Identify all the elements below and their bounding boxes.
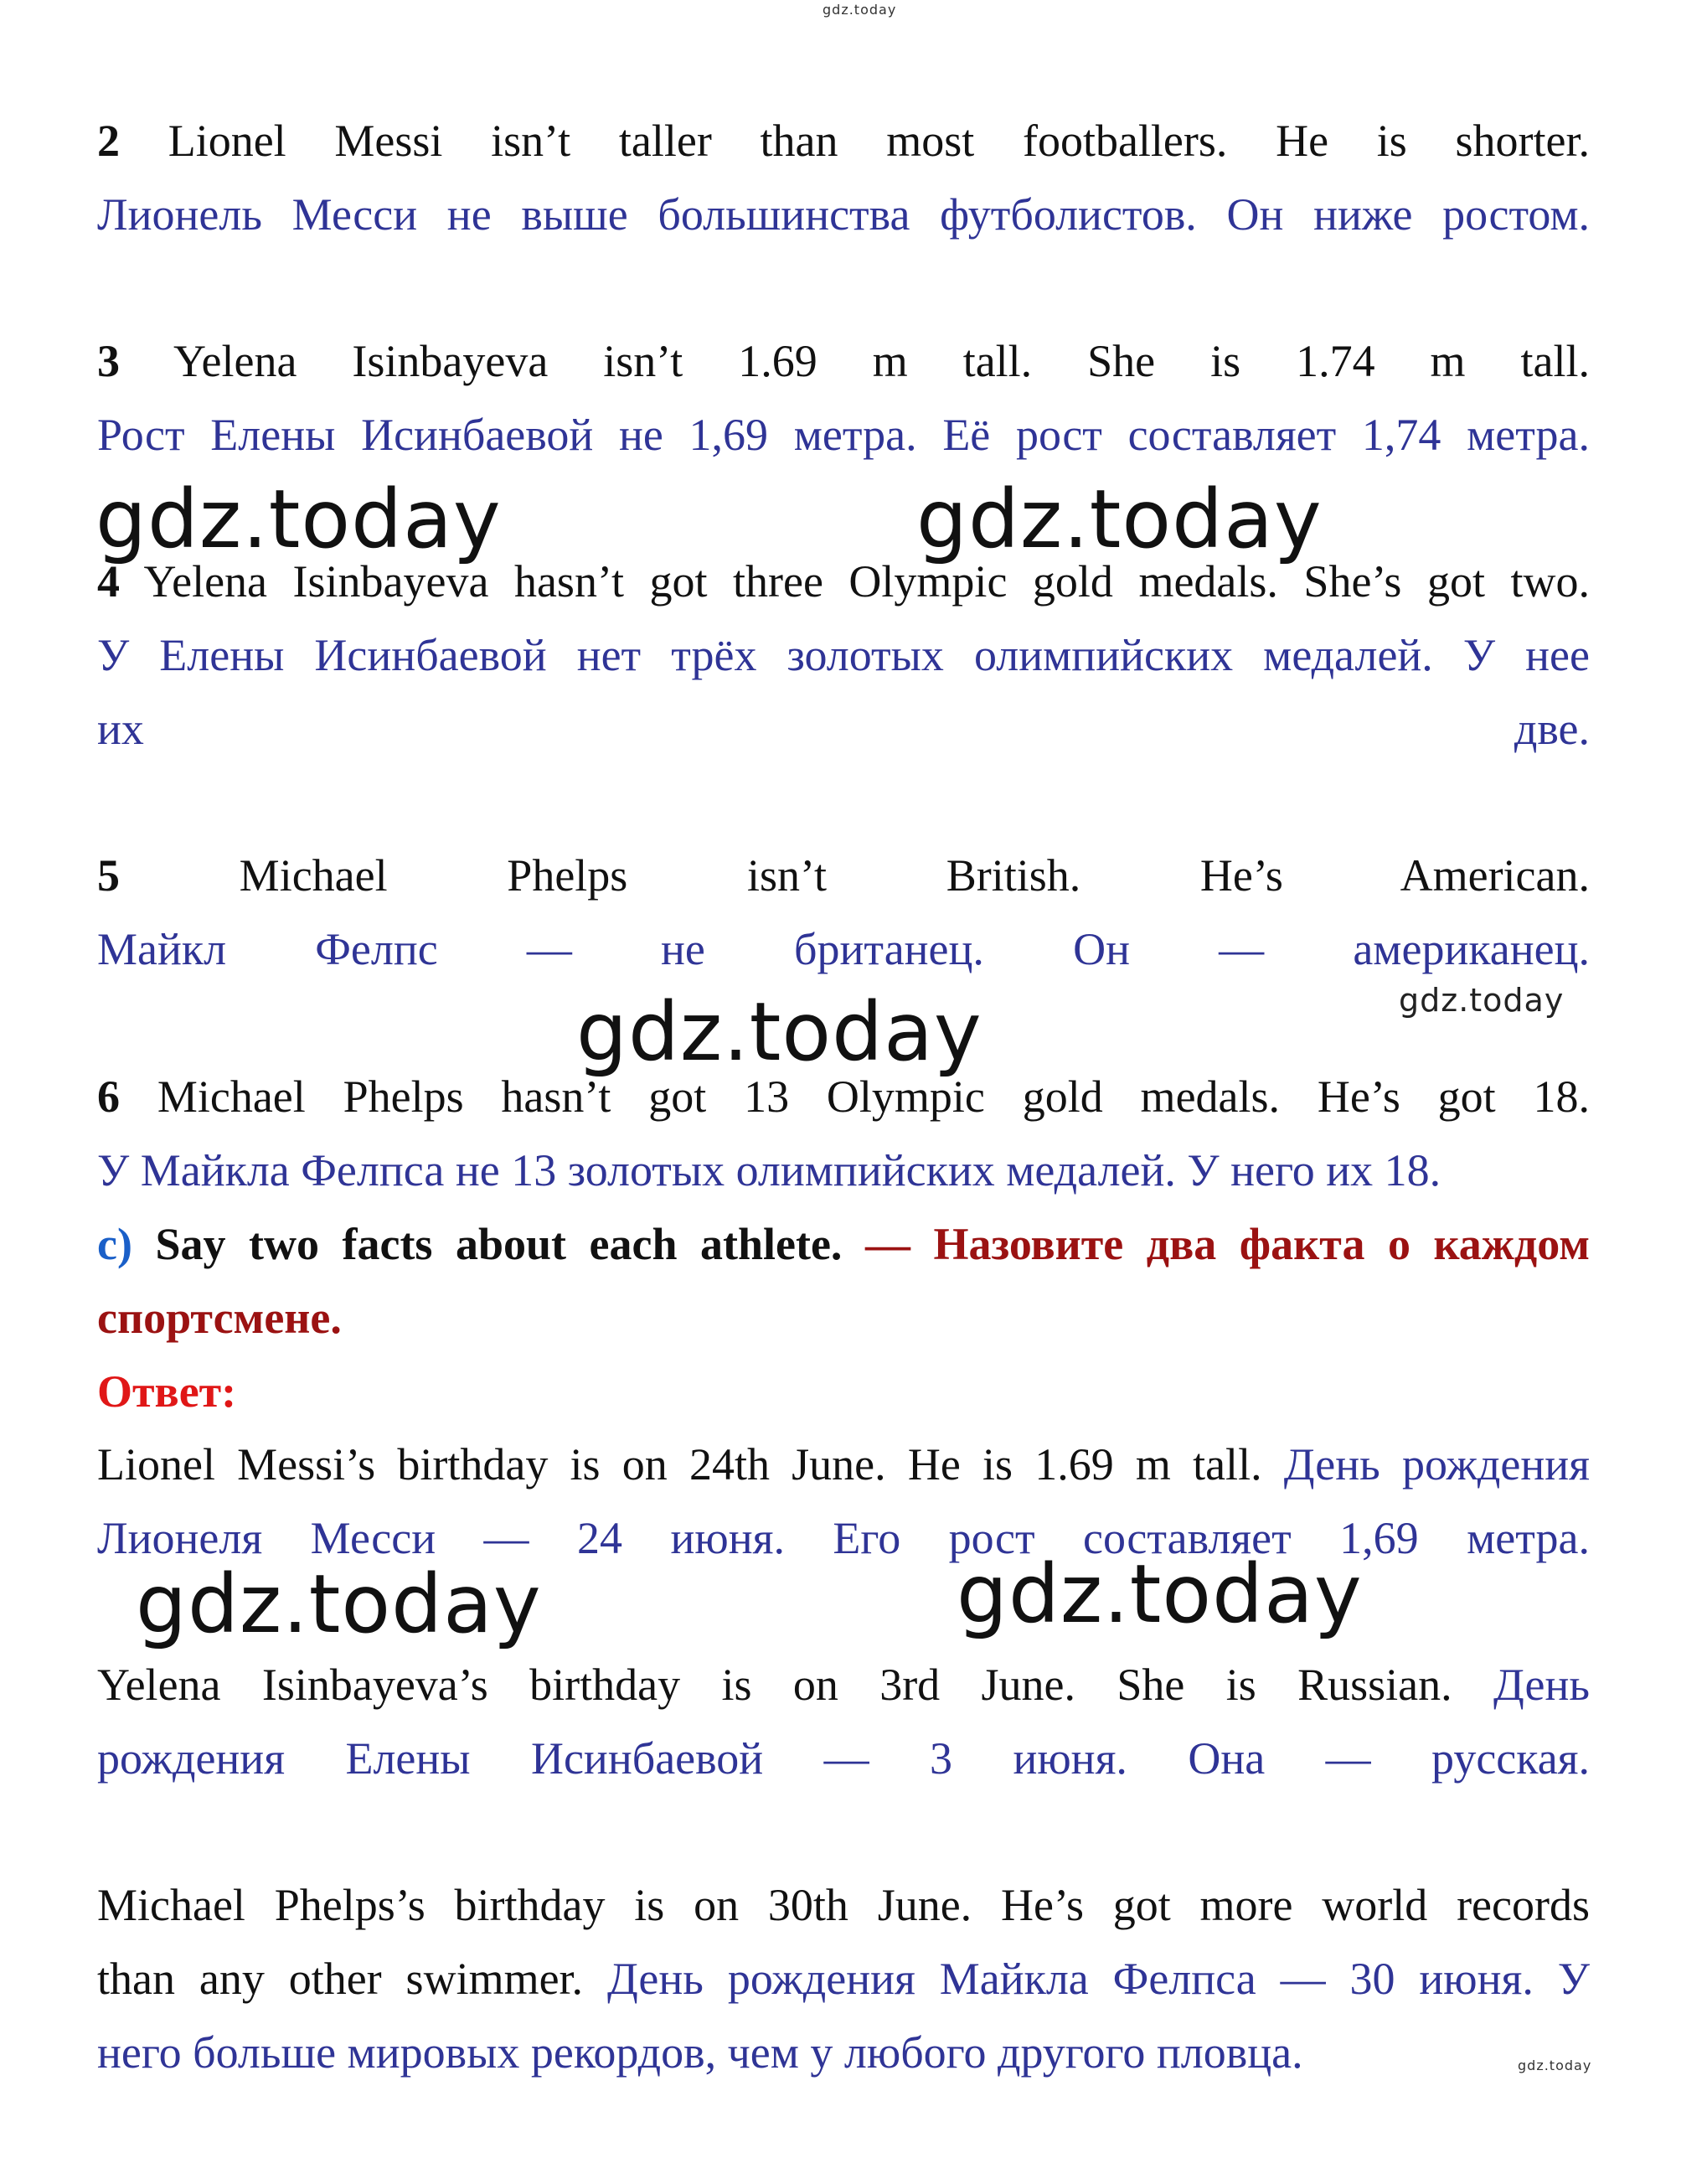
item-text-en: Lionel Messi isn’t taller than most footballers. He is shorter. [120, 116, 1590, 166]
item-2-en [97, 104, 1590, 178]
watermark: gdz.today [136, 1557, 542, 1651]
fact-messi-line2: Лионеля Месси — 24 июня. Его рост составляет 1,69 метра. [97, 1513, 1590, 1563]
item-6-ru: У Майкла Фелпса не 13 золотых олимпийских медалей. У него их 18. [97, 1145, 1441, 1195]
item-4-ru-line2: их две. [97, 704, 1590, 754]
watermark: gdz.today [95, 472, 502, 566]
watermark: gdz.today [916, 472, 1323, 566]
task-text-ru: — Назовите два факта о каждом [864, 1219, 1590, 1269]
fact-text-en: than any other swimmer. [97, 1954, 607, 2004]
item-4-en [97, 545, 1590, 618]
fact-isinbayeva-line1 [97, 1648, 1590, 1722]
item-3-en [97, 324, 1590, 398]
fact-text-ru: День рождения [1283, 1439, 1590, 1490]
item-2-ru: Лионель Месси не выше большинства футболистов. Он ниже ростом. [97, 189, 1590, 240]
item-3-ru: Рост Елены Исинбаевой не 1,69 метра. Её рост составляет 1,74 метра. [97, 410, 1590, 460]
watermark: gdz.today [576, 985, 982, 1079]
item-number: 3 [97, 336, 120, 386]
fact-isinbayeva-line2: рождения Елены Исинбаевой — 3 июня. Она — русская. [97, 1733, 1590, 1784]
item-text-en: Michael Phelps isn’t British. He’s American. [120, 850, 1590, 901]
item-text-en: Yelena Isinbayeva isn’t 1.69 m tall. She is 1.74 m tall. [120, 336, 1590, 386]
fact-text-ru: День [1493, 1660, 1590, 1710]
task-c-heading [97, 1207, 1590, 1281]
answer-label: Ответ: [97, 1366, 237, 1417]
item-number: 5 [97, 850, 120, 901]
item-number: 4 [97, 556, 120, 607]
item-number: 6 [97, 1071, 120, 1122]
item-number: 2 [97, 116, 120, 166]
fact-text-en: Yelena Isinbayeva’s birthday is on 3rd June. She is Russian. [97, 1660, 1493, 1710]
item-5-ru: Майкл Фелпс — не британец. Он — американец. [97, 924, 1590, 974]
item-text-en: Yelena Isinbayeva hasn’t got three Olympic gold medals. She’s got two. [120, 556, 1590, 607]
fact-messi-line1 [97, 1428, 1590, 1501]
item-6-en [97, 1060, 1590, 1133]
watermark-bottom: gdz.today [1518, 2058, 1592, 2073]
watermark-top: gdz.today [823, 2, 897, 18]
fact-text-en: Lionel Messi’s birthday is on 24th June. He is 1.69 m tall. [97, 1439, 1284, 1490]
task-text-en: Say two facts about each athlete. [132, 1219, 865, 1269]
watermark: gdz.today [1399, 982, 1565, 1019]
item-5-en [97, 839, 1590, 912]
fact-phelps-line2 [97, 1942, 1590, 2016]
item-4-ru-line1: У Елены Исинбаевой нет трёх золотых олимпийских медалей. У нее [97, 630, 1590, 680]
task-letter: c) [97, 1219, 132, 1269]
fact-phelps-line1: Michael Phelps’s birthday is on 30th June. He’s got more world records [97, 1880, 1590, 1930]
fact-text-ru: День рождения Майкла Фелпса — 30 июня. У [606, 1954, 1590, 2004]
item-text-en: Michael Phelps hasn’t got 13 Olympic gold medals. He’s got 18. [120, 1071, 1590, 1122]
watermark: gdz.today [957, 1547, 1363, 1641]
fact-phelps-line3: него больше мировых рекордов, чем у любого другого пловца. [97, 2027, 1303, 2078]
task-c-heading-line2: спортсмене. [97, 1293, 342, 1343]
